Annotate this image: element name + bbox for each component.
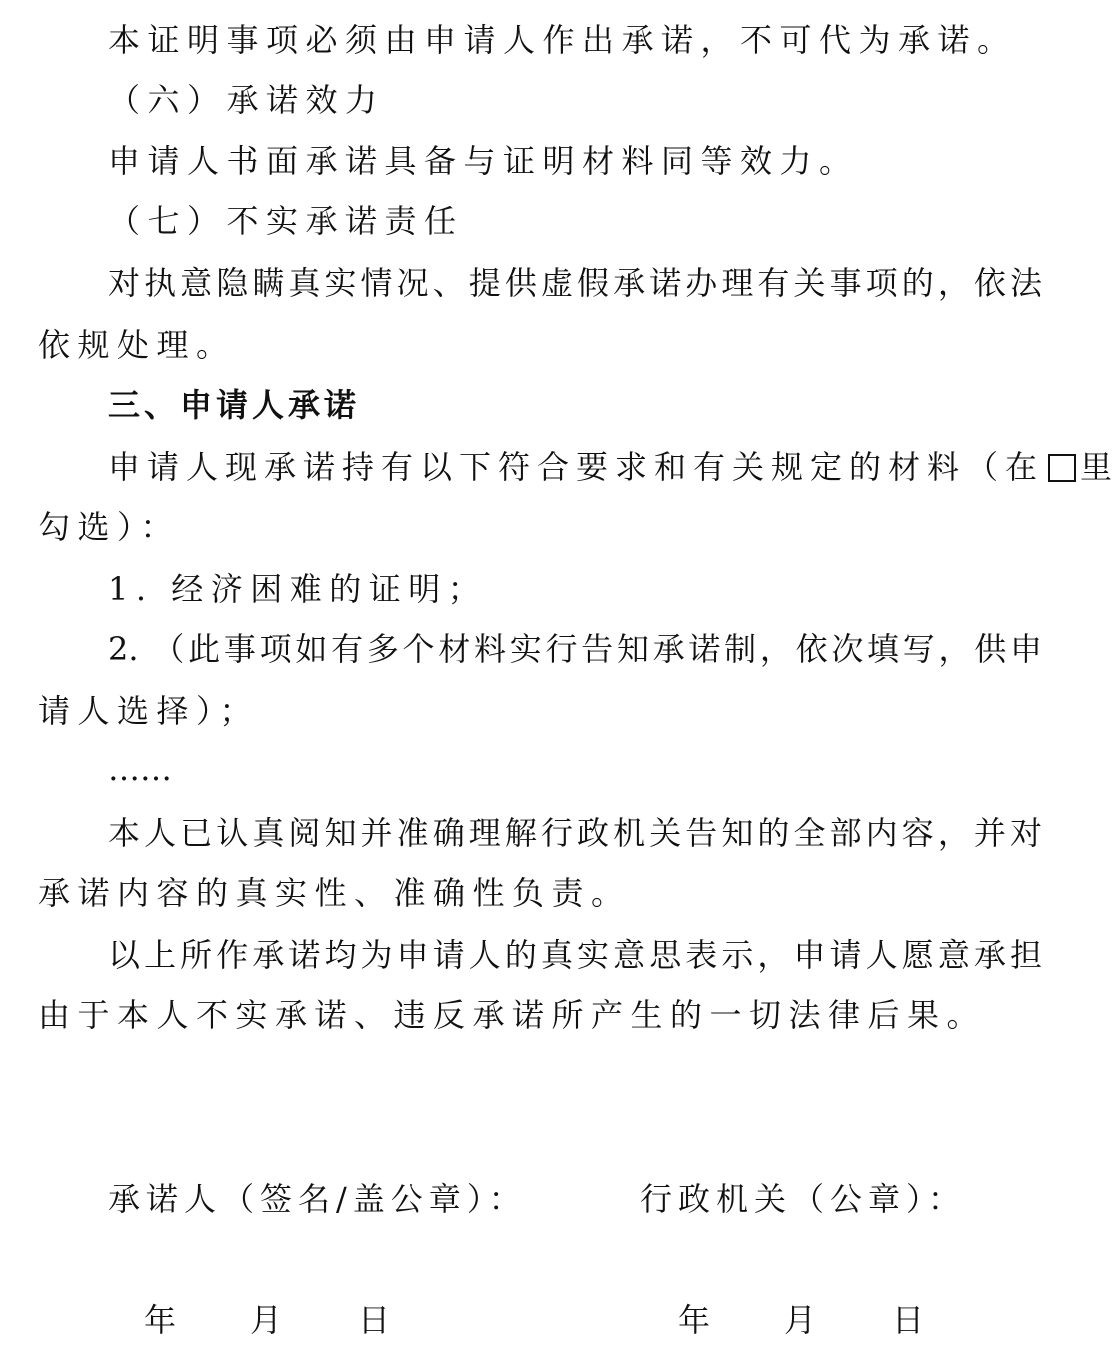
applicant-signature-label: 承诺人（签名/盖公章）： [108, 1180, 527, 1218]
agency-date-year: 年 [678, 1301, 711, 1339]
paragraph-false-commitment-line2: 依规处理。 [38, 326, 236, 364]
paragraph-false-commitment-line1: 对执意隐瞒真实情况、提供虚假承诺办理有关事项的，依法 [108, 264, 1042, 302]
agency-date-month: 月 [784, 1301, 817, 1339]
heading-commitment-effect: （六）承诺效力 [108, 81, 385, 119]
paragraph-materials-line1 [108, 447, 1119, 487]
heading-false-commitment-liability: （七）不实承诺责任 [108, 202, 464, 240]
paragraph-materials-text-end: 里 [1080, 448, 1119, 486]
paragraph-true-intent-line2: 由于本人不实承诺、违反承诺所产生的一切法律后果。 [38, 996, 987, 1034]
paragraph-true-intent-line1: 以上所作承诺均为申请人的真实意思表示，申请人愿意承担 [108, 936, 1042, 974]
checkbox-square [1048, 454, 1076, 482]
agency-date-day: 日 [892, 1301, 925, 1339]
paragraph-materials-text: 申请人现承诺持有以下符合要求和有关规定的材料（在 [108, 448, 1045, 486]
paragraph-commitment-effect: 申请人书面承诺具备与证明材料同等效力。 [108, 142, 859, 180]
applicant-date-day: 日 [358, 1301, 391, 1339]
ellipsis: …… [108, 750, 172, 788]
paragraph-read-and-understood-line1: 本人已认真阅知并准确理解行政机关告知的全部内容，并对 [108, 814, 1042, 852]
section-heading-applicant-commitment: 三、申请人承诺 [108, 386, 361, 424]
paragraph-must-commit: 本证明事项必须由申请人作出承诺，不可代为承诺。 [108, 21, 1017, 59]
list-item-2-line1: 2. （此事项如有多个材料实行告知承诺制，依次填写，供申 [108, 630, 1042, 668]
paragraph-materials-line2: 勾选）： [38, 508, 181, 546]
paragraph-read-and-understood-line2: 承诺内容的真实性、准确性负责。 [38, 874, 631, 912]
applicant-date-year: 年 [144, 1301, 177, 1339]
agency-seal-label: 行政机关（公章）： [640, 1180, 967, 1218]
applicant-date-month: 月 [250, 1301, 283, 1339]
list-item-2-line2: 请人选择）； [38, 692, 260, 730]
list-item-1: 1. 经济困难的证明； [108, 570, 488, 608]
